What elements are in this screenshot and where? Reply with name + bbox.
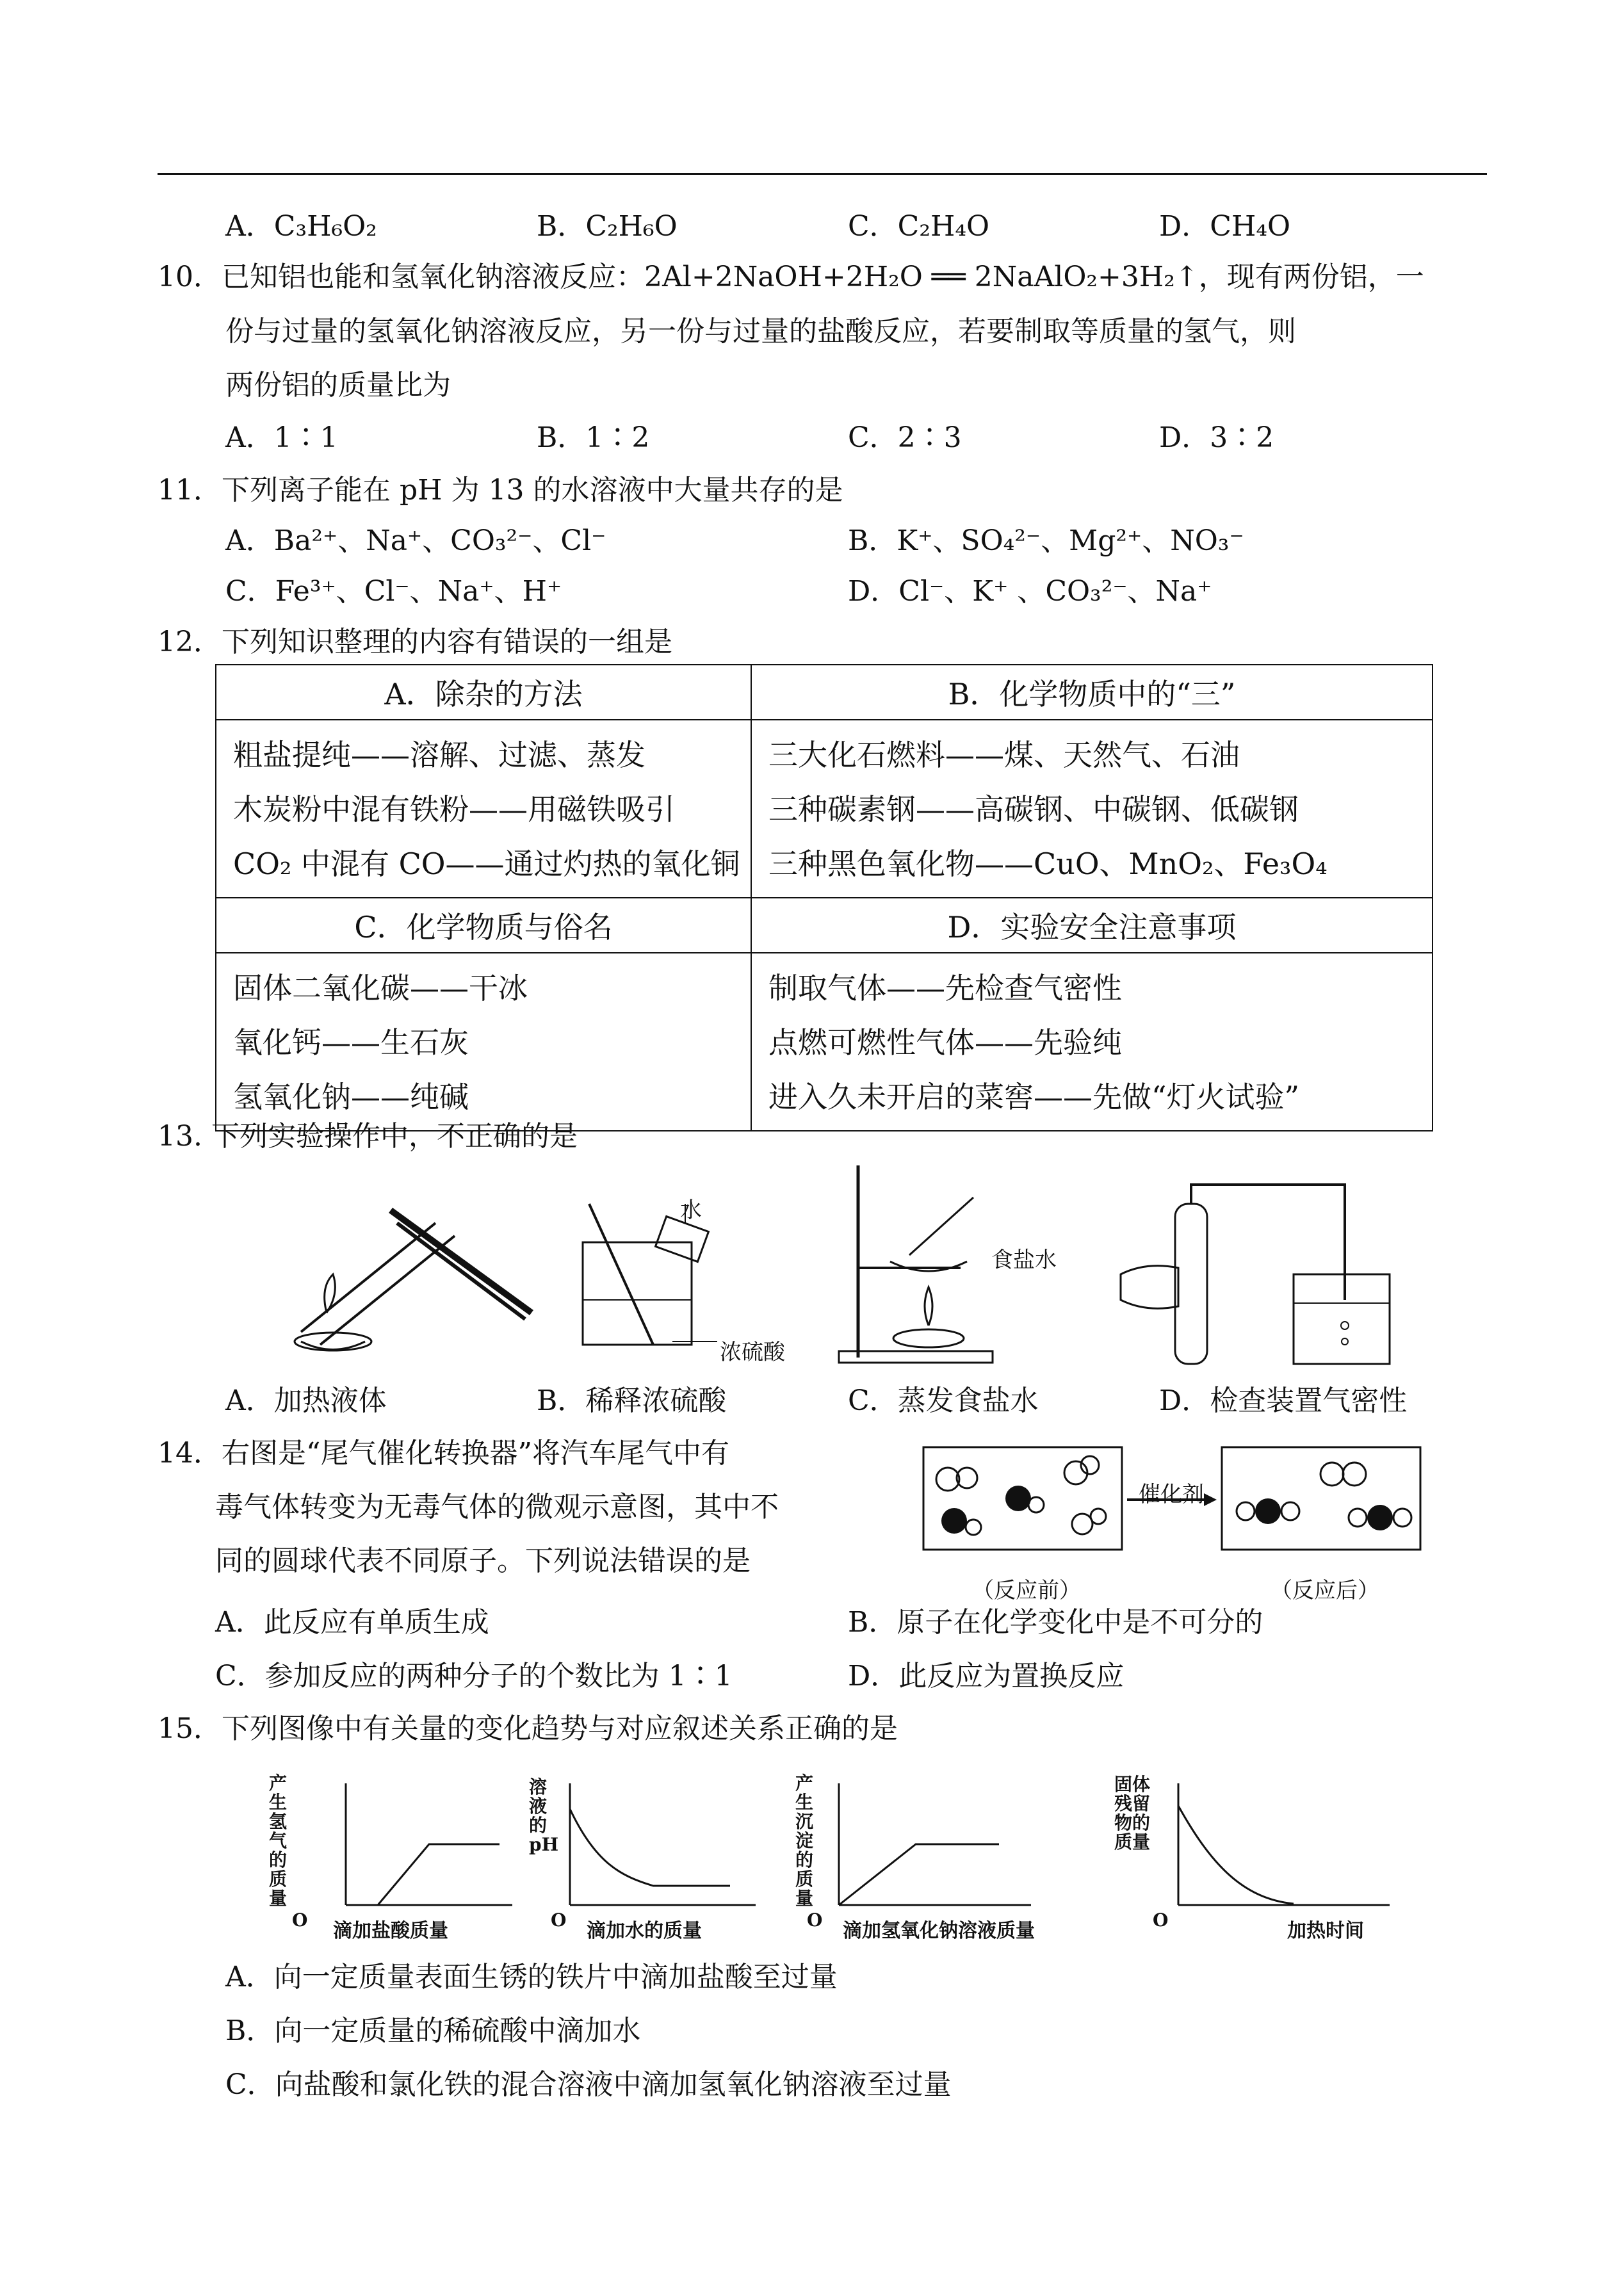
q10-option-b: B．1∶2 — [537, 421, 650, 454]
flame — [925, 1287, 932, 1326]
glass-rod — [589, 1204, 653, 1345]
graph3-origin: O — [807, 1910, 823, 1931]
header-rule — [158, 173, 1487, 175]
graph4-ylabel: 固体残留物的质量 — [1114, 1774, 1151, 1853]
q10-option-c: C．2∶3 — [848, 421, 962, 454]
q12-stem: 12．下列知识整理的内容有错误的一组是 — [158, 626, 672, 658]
graph-ph — [557, 1774, 762, 1921]
graph2-xlabel: 滴加水的质量 — [587, 1920, 702, 1942]
q10-line3: 两份铝的质量比为 — [225, 369, 451, 401]
catalyst-label: 催化剂 — [1139, 1482, 1204, 1507]
alcohol-lamp — [893, 1329, 964, 1347]
graph4-xlabel: 加热时间 — [1287, 1920, 1364, 1942]
test-tube — [301, 1223, 435, 1332]
q11-stem: 11．下列离子能在 pH 为 13 的水溶液中大量共存的是 — [158, 474, 843, 507]
q12-d-item: 制取气体——先检查气密性 — [768, 971, 1122, 1005]
curve — [346, 1844, 499, 1905]
evaporating-dish — [890, 1261, 967, 1271]
q12-c-head: C．化学物质与俗名 — [216, 898, 751, 953]
label-salt-water: 食盐水 — [991, 1247, 1057, 1273]
graph-residue — [1172, 1774, 1396, 1921]
q12-c-item: 氧化钙——生石灰 — [233, 1025, 469, 1060]
arrow-head — [1204, 1493, 1217, 1506]
atom-black — [941, 1508, 967, 1534]
bubble — [1341, 1322, 1349, 1329]
atom — [936, 1468, 959, 1491]
q15-stem: 15．下列图像中有关量的变化趋势与对应叙述关系正确的是 — [158, 1712, 898, 1745]
delivery-tube — [1191, 1185, 1345, 1300]
q14-option-a: A．此反应有单质生成 — [215, 1606, 489, 1639]
q13-option-b: B．稀释浓硫酸 — [537, 1384, 727, 1417]
stand-base — [839, 1351, 993, 1363]
q12-a-item: CO₂ 中混有 CO——通过灼热的氧化铜 — [233, 847, 740, 881]
after-box — [1222, 1447, 1420, 1550]
q15-option-b: B．向一定质量的稀硫酸中滴加水 — [225, 2015, 641, 2047]
q12-a-cell — [216, 720, 751, 898]
q12-d-cell — [751, 953, 1433, 1131]
atom — [1393, 1509, 1411, 1527]
hand — [1121, 1266, 1178, 1309]
q13-option-a: A．加热液体 — [225, 1384, 387, 1417]
q12-b-item: 三种碳素钢——高碳钢、中碳钢、低碳钢 — [768, 792, 1299, 827]
atom — [1091, 1509, 1106, 1524]
beaker — [1294, 1274, 1390, 1364]
q11-option-b: B．K⁺、SO₄²⁻、Mg²⁺、NO₃⁻ — [848, 524, 1244, 557]
tube-holder — [397, 1223, 525, 1319]
q12-a-head: A．除杂的方法 — [216, 665, 751, 720]
q13-option-c: C．蒸发食盐水 — [848, 1384, 1039, 1417]
q11-option-c: C．Fe³⁺、Cl⁻、Na⁺、H⁺ — [225, 575, 562, 608]
atom — [966, 1520, 981, 1535]
q12-c-cell — [216, 953, 751, 1131]
graph-hydrogen — [307, 1774, 519, 1921]
graph1-xlabel: 滴加盐酸质量 — [333, 1920, 448, 1942]
heating-liquid-figure — [282, 1185, 538, 1358]
q12-table — [215, 664, 1433, 1131]
q14-line2: 毒气体转变为无毒气体的微观示意图，其中不 — [215, 1491, 779, 1523]
q13-option-d: D．检查装置气密性 — [1159, 1384, 1408, 1417]
q14-option-d: D．此反应为置换反应 — [848, 1660, 1125, 1692]
q10-option-a: A．1∶1 — [225, 421, 338, 454]
q14-option-b: B．原子在化学变化中是不可分的 — [848, 1606, 1263, 1639]
atom — [1320, 1463, 1344, 1486]
q15-option-a: A．向一定质量表面生锈的铁片中滴加盐酸至过量 — [225, 1961, 838, 1993]
graph4-origin: O — [1153, 1910, 1169, 1931]
curve — [570, 1809, 730, 1886]
atom-black — [1367, 1505, 1393, 1530]
graph1-origin: O — [292, 1910, 308, 1931]
atom — [1343, 1463, 1366, 1486]
curve — [839, 1844, 999, 1905]
q11-option-a: A．Ba²⁺、Na⁺、CO₃²⁻、Cl⁻ — [225, 524, 606, 557]
before-label: （反应前） — [972, 1578, 1081, 1603]
beaker — [583, 1242, 692, 1345]
q12-b-item: 三大化石燃料——煤、天然气、石油 — [768, 738, 1240, 772]
graph1-ylabel: 产生氢气的质量 — [269, 1772, 288, 1909]
airtightness-figure — [1114, 1178, 1396, 1370]
q10-option-d: D．3∶2 — [1159, 421, 1274, 454]
atom — [1028, 1497, 1044, 1512]
glass-rod — [909, 1197, 973, 1255]
q12-c-item: 固体二氧化碳——干冰 — [233, 971, 528, 1005]
q12-d-head: D．实验安全注意事项 — [751, 898, 1433, 953]
q9-option-a: A．C₃H₆O₂ — [225, 210, 377, 243]
q13-stem: 13. 下列实验操作中，不正确的是 — [158, 1120, 578, 1153]
label-water: 水 — [680, 1197, 702, 1223]
q10-line2: 份与过量的氢氧化钠溶液反应，另一份与过量的盐酸反应，若要制取等质量的氢气，则 — [225, 315, 1296, 348]
graph2-ylabel: 溶液的pH — [529, 1776, 559, 1855]
tube-holder — [391, 1210, 532, 1313]
q11-option-d: D．Cl⁻、K⁺ 、CO₃²⁻、Na⁺ — [848, 575, 1212, 608]
graph3-ylabel: 产生沉淀的质量 — [795, 1772, 814, 1909]
q12-b-head: B．化学物质中的“三” — [751, 665, 1433, 720]
atom — [1072, 1514, 1092, 1534]
q9-option-c: C．C₂H₄O — [848, 210, 990, 243]
atom-black — [1005, 1486, 1031, 1511]
q12-d-item: 进入久未开启的菜窖——先做“灯火试验” — [768, 1080, 1300, 1114]
q15-option-c: C．向盐酸和氯化铁的混合溶液中滴加氢氧化钠溶液至过量 — [225, 2068, 952, 2101]
q12-b-item: 三种黑色氧化物——CuO、MnO₂、Fe₃O₄ — [768, 847, 1328, 881]
graph-precipitate — [820, 1774, 1037, 1921]
bubble — [1342, 1338, 1348, 1345]
q12-c-item: 氢氧化钠——纯碱 — [233, 1080, 469, 1114]
atom-black — [1255, 1498, 1281, 1524]
q12-b-cell — [751, 720, 1433, 898]
graph2-origin: O — [551, 1910, 567, 1931]
q12-a-item: 粗盐提纯——溶解、过滤、蒸发 — [233, 738, 646, 772]
q9-option-d: D．CH₄O — [1159, 210, 1291, 243]
q12-d-item: 点燃可燃性气体——先验纯 — [768, 1025, 1122, 1060]
atom — [1281, 1502, 1299, 1520]
atom — [1237, 1502, 1255, 1520]
q14-line1: 14．右图是“尾气催化转换器”将汽车尾气中有 — [158, 1437, 729, 1470]
q10-line1: 10．已知铝也能和氢氧化钠溶液反应：2Al+2NaOH+2H₂O ══ 2NaAlO₂+3H₂↑，现有两份铝，一 — [158, 261, 1424, 293]
q14-line3: 同的圆球代表不同原子。下列说法错误的是 — [215, 1545, 751, 1577]
curve — [1178, 1806, 1294, 1904]
q9-option-b: B．C₂H₆O — [537, 210, 678, 243]
graph3-xlabel: 滴加氢氧化钠溶液质量 — [843, 1920, 1035, 1942]
atom — [1349, 1509, 1367, 1527]
test-tube — [1175, 1204, 1207, 1364]
q14-option-c: C．参加反应的两种分子的个数比为 1∶1 — [215, 1660, 733, 1692]
label-conc-acid: 浓硫酸 — [720, 1340, 785, 1365]
q12-a-item: 木炭粉中混有铁粉——用磁铁吸引 — [233, 792, 675, 827]
after-label: （反应后） — [1271, 1578, 1379, 1603]
